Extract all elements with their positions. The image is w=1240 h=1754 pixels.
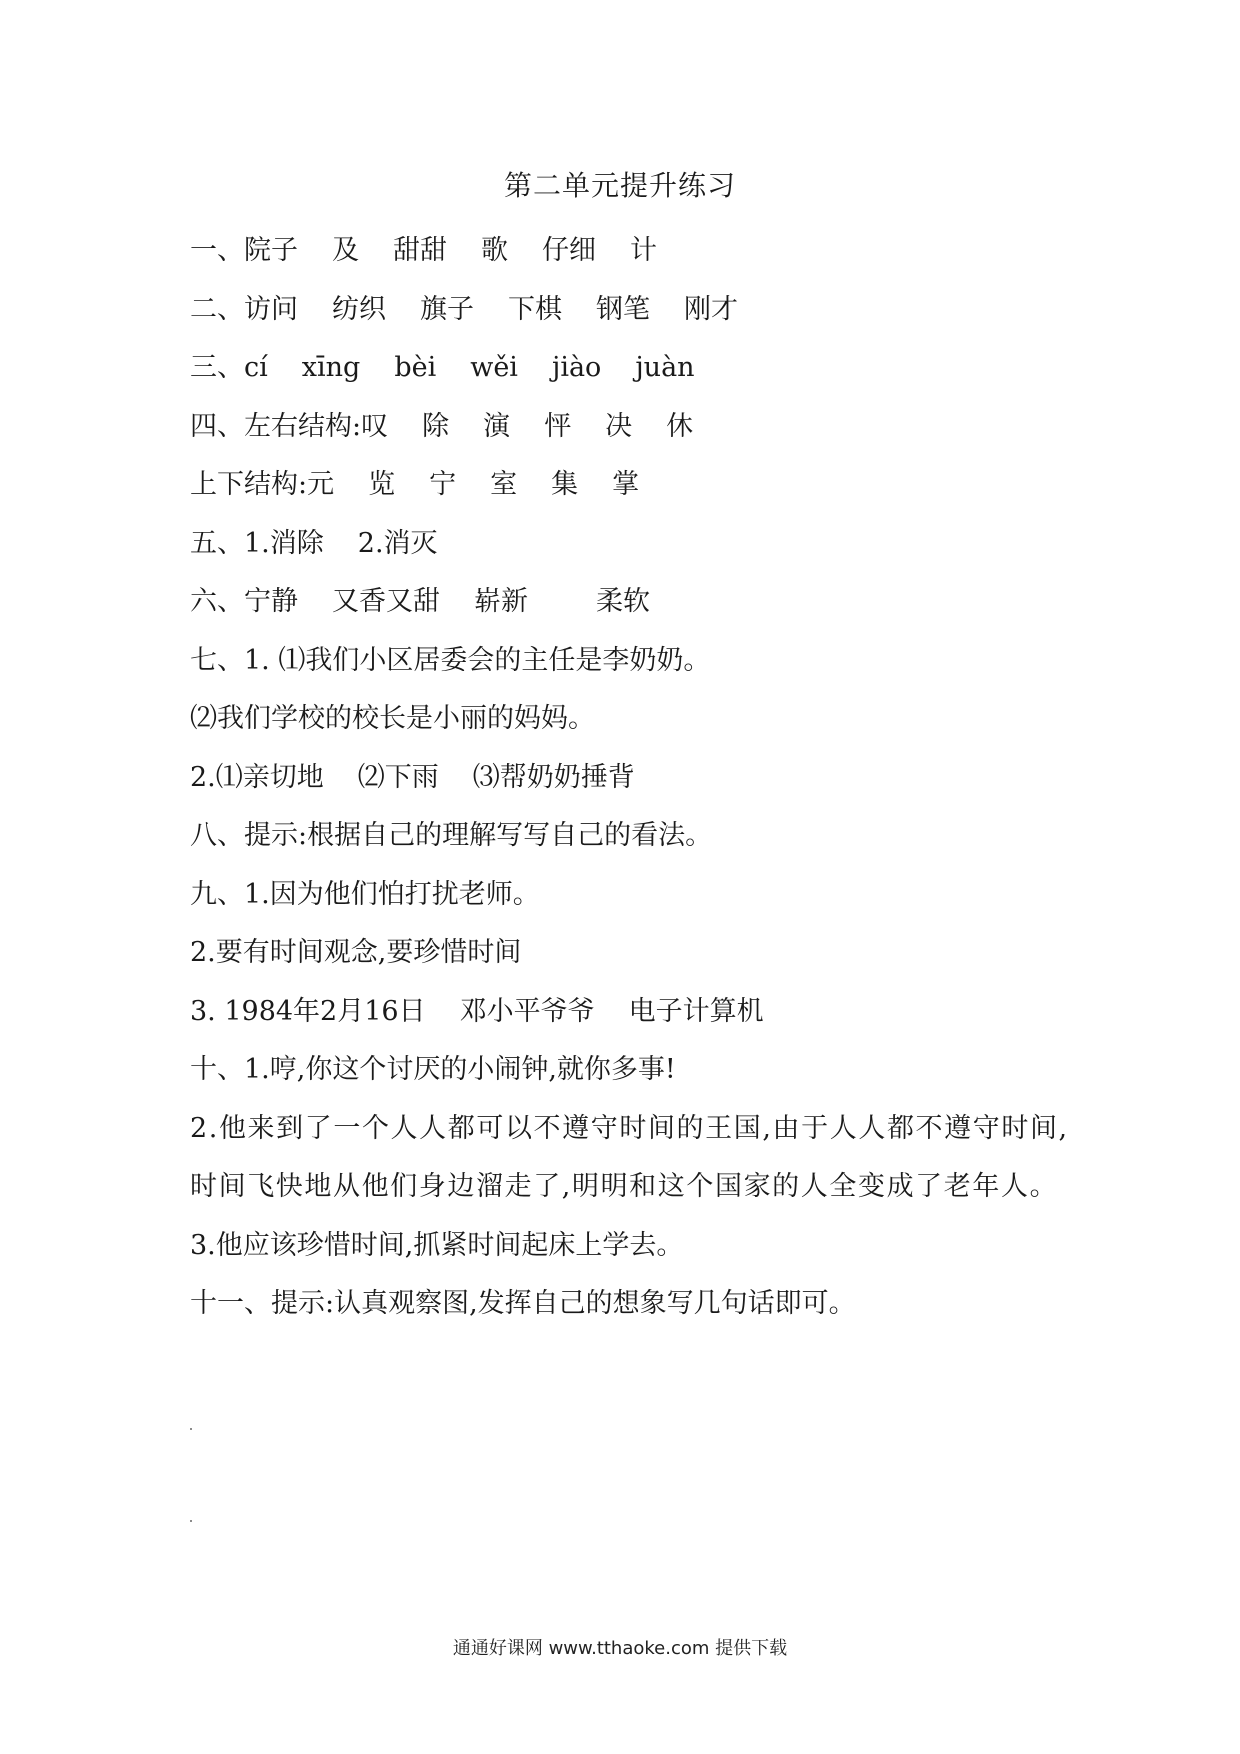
answer-6 <box>190 573 1070 632</box>
answer-8-prefix: 八、 <box>190 820 244 851</box>
answer-3-pinyin: juàn <box>635 352 695 383</box>
answer-4-char: 决 <box>605 410 633 442</box>
answer-9-line-3 <box>190 983 1070 1042</box>
answer-2-word: 旗子 <box>420 293 474 325</box>
answer-9-text: 1.因为他们怕打扰老师。 <box>244 878 540 910</box>
answer-9-line-1 <box>190 866 1070 925</box>
answer-7-item: 2.⑴亲切地 <box>190 761 324 793</box>
answer-9-item: 邓小平爷爷 <box>459 995 595 1027</box>
answer-1-prefix: 一、 <box>190 235 244 266</box>
answer-2-prefix: 二、 <box>190 293 244 325</box>
answer-1 <box>190 222 1070 281</box>
answer-4-char: 宁 <box>429 469 457 500</box>
answer-4-prefix: 四、 <box>190 410 244 442</box>
answer-4-char: 元 <box>307 469 335 500</box>
answer-2-word: 钢笔 <box>596 293 650 325</box>
footer-source: 通通好课网 www.tthaoke.com 提供下载 <box>452 1638 788 1659</box>
answer-10-line-3 <box>190 1217 1070 1276</box>
answer-4-char: 休 <box>666 410 694 442</box>
answer-3-pinyin: xīng <box>301 352 361 383</box>
answer-7-line-1 <box>190 632 1070 691</box>
answer-2-word: 下棋 <box>508 293 562 325</box>
answer-10-text: 1.哼,你这个讨厌的小闹钟,就你多事! <box>244 1054 676 1085</box>
answer-7-item: ⑵下雨 <box>357 761 439 793</box>
answer-4-char: 览 <box>368 469 396 500</box>
answer-4-top-bottom <box>190 456 1070 515</box>
answer-7-line-3 <box>190 749 1070 808</box>
answer-9-line-2 <box>190 924 1070 983</box>
answer-11-prefix: 十一、 <box>190 1288 271 1319</box>
answer-6-prefix: 六、 <box>190 586 244 617</box>
answer-8 <box>190 807 1070 866</box>
answer-10-paragraph-2: 2.他来到了一个人人都可以不遵守时间的王国,由于人人都不遵守时间,时间飞快地从他们身边溜走了,明明和这个国家的人全变成了老年人。 <box>190 1112 1069 1202</box>
answer-6-word: 又香又甜 <box>332 586 440 617</box>
answer-4-left-right <box>190 398 1070 457</box>
answer-5 <box>190 515 1070 574</box>
answer-5-item: 1.消除 <box>244 527 324 559</box>
answer-4-char: 除 <box>422 410 450 442</box>
answer-9-item: 电子计算机 <box>628 995 764 1027</box>
answer-6-word: 宁静 <box>244 586 298 617</box>
scan-speck <box>190 1428 192 1430</box>
answer-3-pinyin: bèi <box>394 352 437 383</box>
answer-3-pinyin: cí <box>244 352 268 383</box>
answer-4-char: 掌 <box>612 469 640 500</box>
answer-9-prefix: 九、 <box>190 878 244 910</box>
answer-1-word: 甜甜 <box>393 235 447 266</box>
answer-1-word: 计 <box>630 235 657 266</box>
answer-4-char: 室 <box>490 469 518 500</box>
answer-10-prefix: 十、 <box>190 1054 244 1085</box>
answer-7-text: ⑵我们学校的校长是小丽的妈妈。 <box>190 703 595 734</box>
answer-11 <box>190 1275 1070 1334</box>
answer-2 <box>190 281 1070 340</box>
answer-2-word: 刚才 <box>684 293 738 325</box>
answer-8-text: 提示:根据自己的理解写写自己的看法。 <box>244 820 713 851</box>
answer-6-word: 崭新 <box>474 586 528 617</box>
answer-3 <box>190 339 1070 398</box>
answer-7-prefix: 七、 <box>190 644 244 676</box>
answer-1-word: 仔细 <box>542 235 596 266</box>
answer-4-top-label: 上下结构: <box>190 469 308 500</box>
answer-2-word: 纺织 <box>332 293 386 325</box>
answer-1-word: 院子 <box>244 235 298 266</box>
page-title: 第二单元提升练习 <box>503 169 736 202</box>
answer-3-prefix: 三、 <box>190 352 244 383</box>
answer-3-pinyin: jiào <box>551 352 602 383</box>
answer-10-text: 3.他应该珍惜时间,抓紧时间起床上学去。 <box>190 1229 684 1261</box>
scan-speck <box>190 1520 192 1522</box>
answer-2-word: 访问 <box>244 293 298 325</box>
answer-9-item: 3. 1984年2月16日 <box>190 995 426 1027</box>
answer-11-text: 提示:认真观察图,发挥自己的想象写几句话即可。 <box>271 1288 856 1319</box>
answer-4-char: 怦 <box>544 410 572 442</box>
answer-7-line-2 <box>190 690 1070 749</box>
answer-4-char: 叹 <box>361 410 389 442</box>
answer-4-char: 集 <box>551 469 579 500</box>
answer-5-item: 2.消灭 <box>357 527 438 559</box>
answer-3-pinyin: wěi <box>470 352 518 383</box>
answer-9-text: 2.要有时间观念,要珍惜时间 <box>190 937 522 968</box>
answer-1-word: 歌 <box>481 235 508 266</box>
answer-5-prefix: 五、 <box>190 527 244 559</box>
answer-7-item: ⑶帮奶奶捶背 <box>472 761 635 793</box>
answer-list <box>190 222 1070 1334</box>
answer-1-word: 及 <box>332 235 359 266</box>
answer-10-line-1 <box>190 1041 1070 1100</box>
answer-4-left-label: 左右结构: <box>244 410 362 442</box>
answer-7-text: 1. ⑴我们小区居委会的主任是李奶奶。 <box>244 644 711 676</box>
answer-6-word: 柔软 <box>596 586 650 617</box>
answer-4-char: 演 <box>483 410 511 442</box>
